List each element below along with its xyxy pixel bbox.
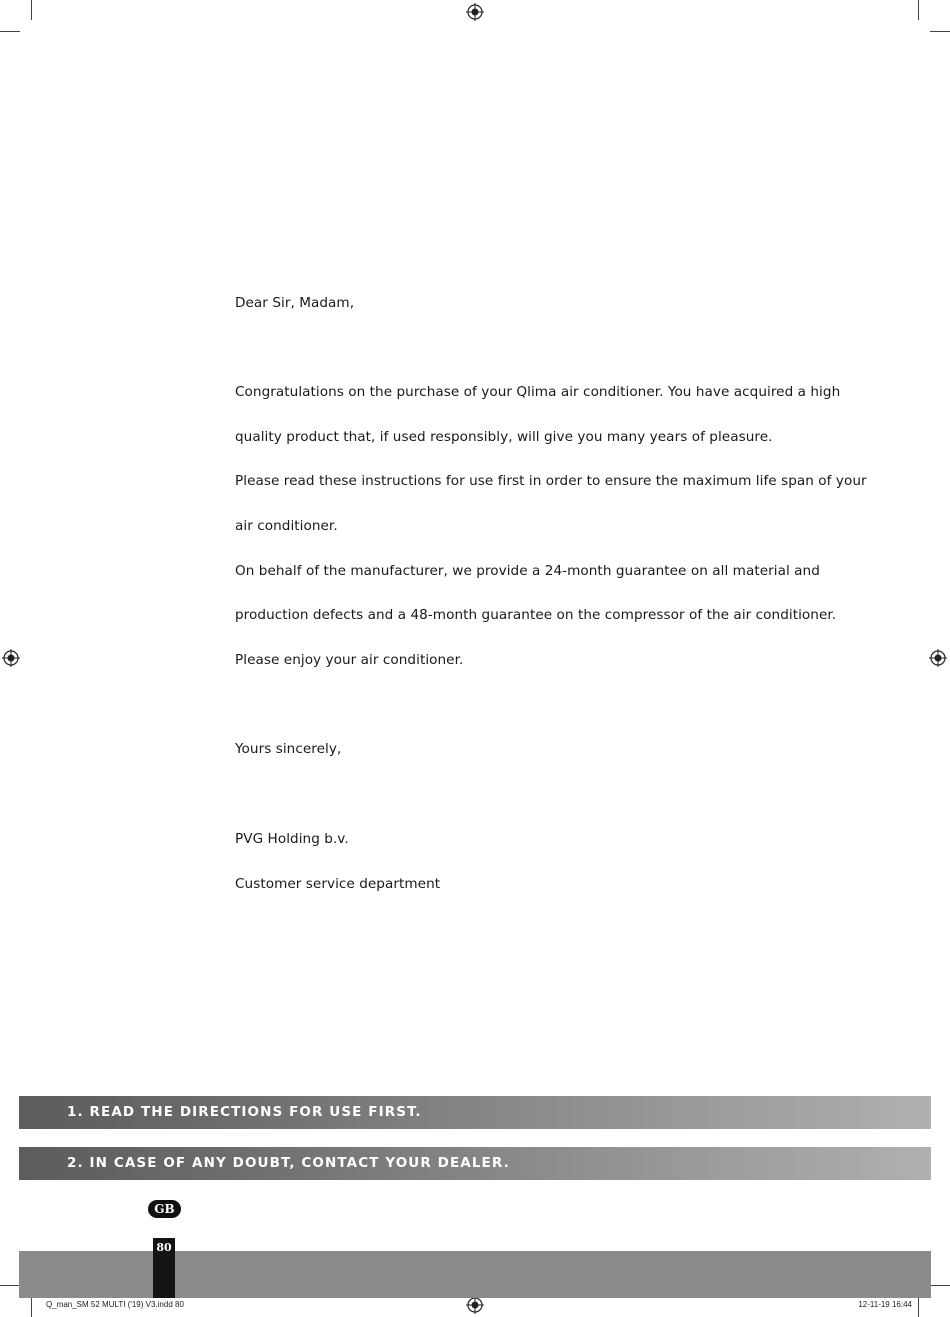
instruction-banner-2: 2. IN CASE OF ANY DOUBT, CONTACT YOUR DEALER. [19, 1147, 931, 1180]
crop-mark-bottom-left-vertical [31, 1298, 32, 1317]
print-slug-file: Q_man_SM 52 MULTI ('19) V3.indd 80 [46, 1300, 184, 1309]
instruction-banner-1: 1. READ THE DIRECTIONS FOR USE FIRST. [19, 1096, 931, 1129]
page-number: 80 [156, 1241, 172, 1254]
crop-mark-top-right-horizontal [930, 31, 950, 32]
crop-mark-bottom-right-horizontal [930, 1285, 950, 1286]
letter-department: Customer service department [235, 876, 441, 892]
crop-mark-bottom-right-vertical [918, 1298, 919, 1317]
letter-body-line: Please read these instructions for use first in order to ensure the maximum life span of your [235, 473, 867, 489]
letter-closing: Yours sincerely, [235, 741, 342, 757]
letter-body-line: On behalf of the manufacturer, we provide a 24-month guarantee on all material and [235, 563, 820, 579]
registration-mark-icon [466, 3, 484, 21]
registration-mark-icon [2, 649, 20, 667]
letter-body-line: Congratulations on the purchase of your Qlima air conditioner. You have acquired a high [235, 384, 841, 400]
letter-salutation: Dear Sir, Madam, [235, 295, 355, 311]
letter-body-line: production defects and a 48-month guarantee on the compressor of the air conditioner. [235, 607, 837, 623]
crop-mark-top-right-vertical [918, 0, 919, 20]
crop-mark-top-left-vertical [31, 0, 32, 20]
page-number-tab [153, 1238, 175, 1298]
letter-body-line: quality product that, if used responsibly, will give you many years of pleasure. [235, 429, 773, 445]
letter-body-line: air conditioner. [235, 518, 338, 534]
letter-company: PVG Holding b.v. [235, 831, 349, 847]
print-slug-datetime: 12-11-19 16:44 [858, 1300, 912, 1309]
letter-body-line: Please enjoy your air conditioner. [235, 652, 464, 668]
language-badge: GB [148, 1200, 181, 1218]
crop-mark-top-left-horizontal [0, 31, 20, 32]
registration-mark-icon [929, 649, 947, 667]
registration-mark-icon [466, 1296, 484, 1314]
crop-mark-bottom-left-horizontal [0, 1285, 20, 1286]
